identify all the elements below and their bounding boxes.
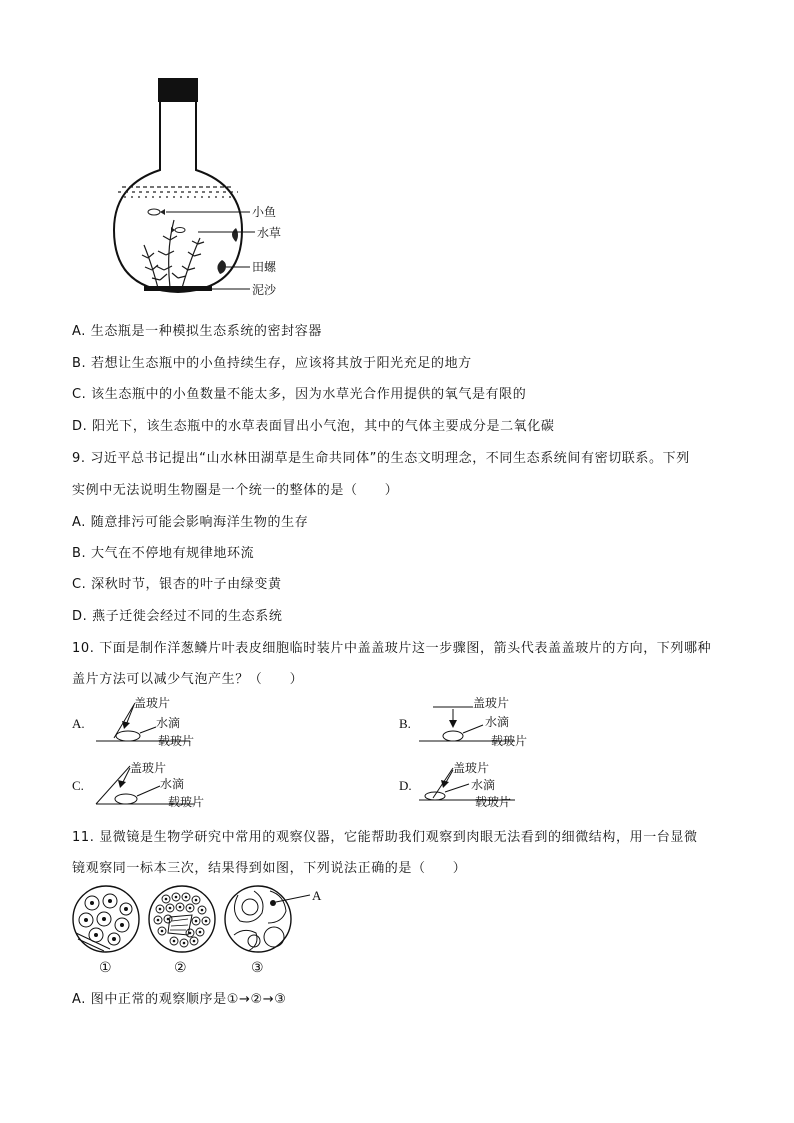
q9-stem-line2: 实例中无法说明生物圈是一个统一的整体的是（ ） [72,483,399,498]
water-drop [425,792,445,800]
coverslip-line [96,766,130,804]
q10-option-a-drop-label: 水滴 [156,716,181,730]
view-3-label: ③ [251,960,264,976]
q10-option-c-cover-label: 盖玻片 [130,761,167,775]
q10-option-c-slide-label: 载玻片 [168,795,205,809]
q10-option-d-letter: D. [399,778,412,793]
sand-layer [144,286,212,291]
q10-option-b-drop-label: 水滴 [485,715,510,729]
q9-option-b: B. 大气在不停地有规律地环流 [72,546,255,561]
q11-option-a: A. 图中正常的观察顺序是①→②→③ [72,992,287,1007]
water-drop [115,794,137,804]
q8-option-d: D. 阳光下，该生态瓶中的水草表面冒出小气泡，其中的气体主要成分是二氧化碳 [72,419,555,434]
microscope-view-1 [73,886,139,952]
q8-option-a: A. 生态瓶是一种模拟生态系统的密封容器 [72,324,322,339]
q10-stem-line2: 盖片方法可以减少气泡产生？（ ） [72,672,304,687]
q11-stem-line1: 11. 显微镜是生物学研究中常用的观察仪器，它能帮助我们观察到肉眼无法看到的细微结构，用一台显微 [72,830,698,845]
q10-option-c-drop-label: 水滴 [160,777,185,791]
fish-label: 小鱼 [252,205,277,219]
arrow-head-icon [441,780,449,788]
water-surface [118,187,238,197]
q9-option-a: A. 随意排污可能会影响海洋生物的生存 [72,515,309,530]
q10-option-c-figure [70,758,220,813]
q9-option-c: C. 深秋时节，银杏的叶子由绿变黄 [72,577,282,592]
q10-option-d-slide-label: 载玻片 [475,795,512,809]
water-drop [443,731,463,741]
q8-option-b: B. 若想让生态瓶中的小鱼持续生存，应该将其放于阳光充足的地方 [72,356,472,371]
q10-option-a-figure [70,695,220,750]
microscope-views-figure [70,883,340,978]
cell-nucleus-a [270,900,276,906]
q9-stem-line1: 9. 习近平总书记提出“山水林田湖草是生命共同体”的生态文明理念，不同生态系统间有密切联系。下列 [72,451,690,466]
q10-option-d-cover-label: 盖玻片 [453,761,490,775]
q11-stem-line2: 镜观察同一标本三次，结果得到如图，下列说法正确的是（ ） [72,861,467,876]
q10-option-d-drop-label: 水滴 [471,778,496,792]
microscope-view-3 [225,886,322,952]
sand-label: 泥沙 [252,283,277,297]
arrow-head-icon [122,721,130,729]
q8-option-c: C. 该生态瓶中的小鱼数量不能太多，因为水草光合作用提供的氧气是有限的 [72,387,527,402]
q9-option-d: D. 燕子迁徙会经过不同的生态系统 [72,609,283,624]
pointer-a-label: A [312,888,322,903]
microscope-view-2 [149,886,215,952]
q10-option-d-figure [397,758,547,813]
arrow-head-icon [118,780,126,788]
view-2-label: ② [174,960,187,976]
q10-option-a-slide-label: 载玻片 [158,734,195,748]
q10-option-a-letter: A. [72,716,85,731]
q10-option-b-figure [397,695,547,750]
arrow-head-icon [449,720,457,728]
q10-option-b-cover-label: 盖玻片 [473,696,510,710]
q10-option-a-cover-label: 盖玻片 [134,696,171,710]
q10-option-b-letter: B. [399,716,411,731]
fish-icon [148,209,185,233]
snail-label: 田螺 [252,260,277,274]
arrow-shaft [126,705,134,725]
bottle-stopper [158,78,198,102]
view-1-label: ① [99,960,112,976]
q10-option-b-slide-label: 载玻片 [491,734,528,748]
q10-stem-line1: 10. 下面是制作洋葱鳞片叶表皮细胞临时装片中盖盖玻片这一步骤图，箭头代表盖盖玻片的方向，下列哪种 [72,641,712,656]
coverslip-line [114,703,135,738]
plant-label: 水草 [257,226,282,240]
q10-option-c-letter: C. [72,778,84,793]
eco-bottle-figure [100,70,300,300]
water-drop [116,731,140,741]
